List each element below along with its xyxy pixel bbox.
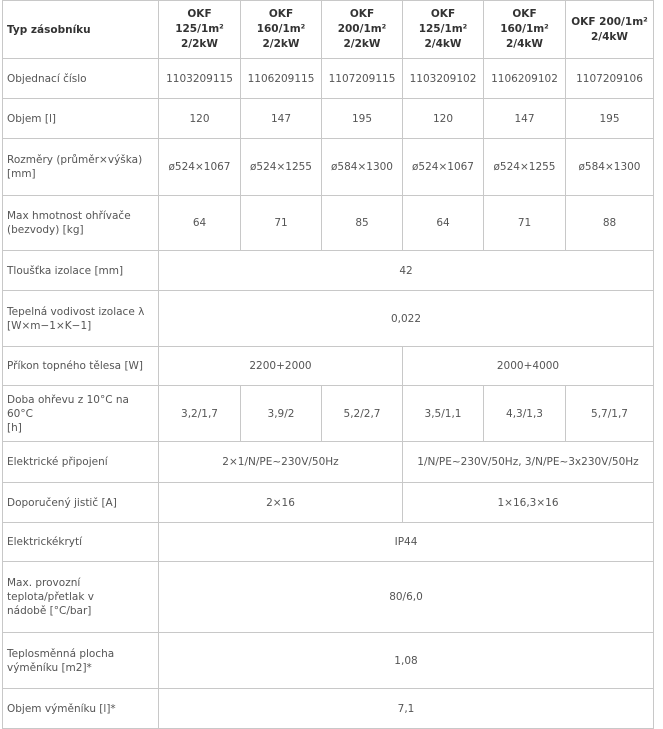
- table-cell: 64: [403, 196, 484, 251]
- table-cell: 88: [566, 196, 654, 251]
- table-row: [3, 523, 654, 562]
- row-label: Doba ohřevu z 10°C na 60°C [h]: [3, 386, 159, 442]
- table-cell: 2×1/N/PE~230V/50Hz: [159, 442, 403, 483]
- table-row: [3, 689, 654, 729]
- table-cell: 2×16: [159, 483, 403, 523]
- table-row: [3, 442, 654, 483]
- row-label: Teplosměnná plocha výměníku [m2]*: [3, 633, 159, 689]
- table-cell: 2000+4000: [403, 347, 654, 386]
- table-cell: ø584×1300: [322, 139, 403, 196]
- row-label: Tepelná vodivost izolace λ [W×m−1×K−1]: [3, 291, 159, 347]
- row-label: Příkon topného tělesa [W]: [3, 347, 159, 386]
- table-cell: 120: [159, 99, 241, 139]
- table-cell: 71: [484, 196, 566, 251]
- table-row: [3, 633, 654, 689]
- table-cell: 147: [484, 99, 566, 139]
- table-cell: ø584×1300: [566, 139, 654, 196]
- table-row: [3, 196, 654, 251]
- row-label: Objem [l]: [3, 99, 159, 139]
- table-cell: 0,022: [159, 291, 654, 347]
- table-cell: 195: [566, 99, 654, 139]
- table-row: [3, 251, 654, 291]
- table-cell: 4,3/1,3: [484, 386, 566, 442]
- table-cell: 1103209102: [403, 59, 484, 99]
- table-cell: 1×16,3×16: [403, 483, 654, 523]
- table-cell: 1106209102: [484, 59, 566, 99]
- table-cell: 71: [241, 196, 322, 251]
- table-row: [3, 59, 654, 99]
- model-header: OKF 200/1m² 2/2kW: [322, 1, 403, 59]
- header-label: Typ zásobníku: [3, 1, 159, 59]
- table-row: [3, 386, 654, 442]
- table-cell: 1107209106: [566, 59, 654, 99]
- table-row: [3, 347, 654, 386]
- table-cell: ø524×1255: [241, 139, 322, 196]
- table-cell: 1,08: [159, 633, 654, 689]
- row-label: Max. provozní teplota/přetlak v nádobě [°C/bar]: [3, 562, 159, 633]
- row-label: Objednací číslo: [3, 59, 159, 99]
- row-label: Max hmotnost ohřívače (bezvody) [kg]: [3, 196, 159, 251]
- row-label: Elektrické připojení: [3, 442, 159, 483]
- table-cell: 195: [322, 99, 403, 139]
- table-cell: 64: [159, 196, 241, 251]
- model-header: OKF 160/1m² 2/4kW: [484, 1, 566, 59]
- row-label: Objem výměníku [l]*: [3, 689, 159, 729]
- table-cell: IP44: [159, 523, 654, 562]
- table-cell: 1/N/PE~230V/50Hz, 3/N/PE~3x230V/50Hz: [403, 442, 654, 483]
- table-cell: 3,9/2: [241, 386, 322, 442]
- model-header: OKF 125/1m² 2/4kW: [403, 1, 484, 59]
- table-row: [3, 139, 654, 196]
- table-cell: 1103209115: [159, 59, 241, 99]
- model-header: OKF 125/1m² 2/2kW: [159, 1, 241, 59]
- table-cell: 5,7/1,7: [566, 386, 654, 442]
- table-cell: 3,2/1,7: [159, 386, 241, 442]
- table-cell: ø524×1067: [159, 139, 241, 196]
- table-cell: 147: [241, 99, 322, 139]
- model-header: OKF 160/1m² 2/2kW: [241, 1, 322, 59]
- row-label: Doporučený jistič [A]: [3, 483, 159, 523]
- table-cell: 7,1: [159, 689, 654, 729]
- model-header: OKF 200/1m² 2/4kW: [566, 1, 654, 59]
- table-cell: 2200+2000: [159, 347, 403, 386]
- table-cell: 85: [322, 196, 403, 251]
- table-cell: 1106209115: [241, 59, 322, 99]
- table-cell: 42: [159, 251, 654, 291]
- spec-table: [2, 0, 654, 729]
- table-row: [3, 483, 654, 523]
- table-cell: 1107209115: [322, 59, 403, 99]
- table-row: [3, 99, 654, 139]
- table-cell: ø524×1255: [484, 139, 566, 196]
- table-row: [3, 291, 654, 347]
- table-cell: 3,5/1,1: [403, 386, 484, 442]
- row-label: Elektrickékrytí: [3, 523, 159, 562]
- row-label: Rozměry (průměr×výška) [mm]: [3, 139, 159, 196]
- table-cell: 80/6,0: [159, 562, 654, 633]
- row-label: Tloušťka izolace [mm]: [3, 251, 159, 291]
- table-cell: 5,2/2,7: [322, 386, 403, 442]
- header-row: [3, 1, 654, 59]
- table-cell: ø524×1067: [403, 139, 484, 196]
- table-row: [3, 562, 654, 633]
- table-cell: 120: [403, 99, 484, 139]
